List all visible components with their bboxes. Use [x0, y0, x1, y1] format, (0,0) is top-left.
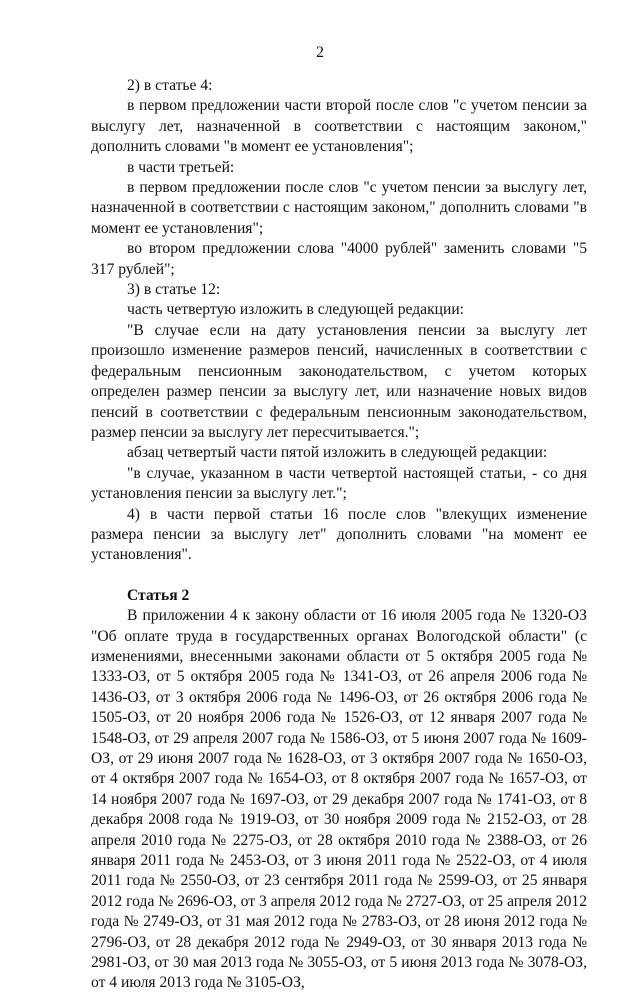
paragraph-article12-intro: 3) в статье 12:: [127, 281, 221, 299]
paragraph-article4-part3-intro: в части третьей:: [127, 158, 235, 176]
paragraph-article12-part4-intro: часть четвертую изложить в следующей редакции:: [127, 301, 465, 319]
document-body: [91, 76, 587, 994]
article-2-text: В приложении 4 к закону области от 16 июля 2005 года № 1320-ОЗ "Об оплате труда в государственных органах Вологодской области" (с изменениями, внесенными законами области от 5 октября 2005 года № 1333-ОЗ, от 5 октября 2005 года № 1341-ОЗ, от 26 апреля 2006 года № 1436-ОЗ, от 3 октября 2006 года № 1496-ОЗ, от 26 октября 2006 года № 1505-ОЗ, от 20 ноября 2006 года № 1526-ОЗ, от 12 января 2007 года № 1548-ОЗ, от 29 апреля 2007 года № 1586-ОЗ, от 5 июня 2007 года № 1609-ОЗ, от 29 июня 2007 года № 1628-ОЗ, от 3 октября 2007 года № 1650-ОЗ, от 4 октября 2007 года № 1654-ОЗ, от 8 октября 2007 года № 1657-ОЗ, от 14 ноября 2007 года № 1697-ОЗ, от 29 декабря 2007 года № 1741-ОЗ, от 8 декабря 2008 года № 1919-ОЗ, от 30 ноября 2009 года № 2152-ОЗ, от 28 апреля 2010 года № 2275-ОЗ, от 28 октября 2010 года № 2388-ОЗ, от 26 января 2011 года № 2453-ОЗ, от 3 июня 2011 года № 2522-ОЗ, от 4 июля 2011 года № 2550-ОЗ, от 23 сентября 2011 года № 2599-ОЗ, от 25 января 2012 года № 2696-ОЗ, от 3 апреля 2012 года № 2727-ОЗ, от 25 апреля 2012 года № 2749-ОЗ, от 31 мая 2012 года № 2783-ОЗ, от 28 июня 2012 года № 2796-ОЗ, от 28 декабря 2012 года № 2949-ОЗ, от 30 января 2013 года № 2981-ОЗ, от 30 мая 2013 года № 3055-ОЗ, от 5 июня 2013 года № 3078-ОЗ, от 4 июля 2013 года № 3105-ОЗ,: [91, 607, 587, 992]
paragraph-article4-part2: в первом предложении части второй после слов "с учетом пенсии за выслугу лет, назначенной в соответствии с настоящим законом," дополнить словами "в момент ее установления";: [91, 97, 587, 156]
paragraph-article12-part5-text: "в случае, указанном в части четвертой настоящей статьи, - со дня установления пенсии за выслугу лет.";: [91, 464, 587, 503]
paragraph-article4-part3-second-sentence: во втором предложении слова "4000 рублей" заменить словами "5 317 рублей";: [91, 240, 587, 278]
paragraph-article4-intro: 2) в статье 4:: [127, 77, 213, 94]
paragraph-article16-amendment: 4) в части первой статьи 16 после слов "влекущих изменение размера пенсии за выслугу лет" дополнить словами "на момент ее установления".: [91, 505, 587, 564]
paragraph-article4-part3-first-sentence: в первом предложении после слов "с учетом пенсии за выслугу лет, назначенной в соответствии с настоящим законом," дополнить словами "в момент ее установления";: [91, 179, 587, 237]
paragraph-article12-part5-intro: абзац четвертый части пятой изложить в следующей редакции:: [127, 444, 548, 462]
page-number: 2: [316, 44, 324, 61]
article-2-heading: Статья 2: [127, 586, 190, 604]
paragraph-article12-part4-text: "В случае если на дату установления пенсии за выслугу лет произошло изменение размеров пенсий, начисленных в соответствии с федеральным пенсионным законодательством, с учетом которых определен размер пенсии за выслугу лет, или назначение новых видов пенсий в соответствии с федеральным пенсионным законодательством, размер пенсии за выслугу лет пересчитывается.";: [91, 321, 587, 441]
